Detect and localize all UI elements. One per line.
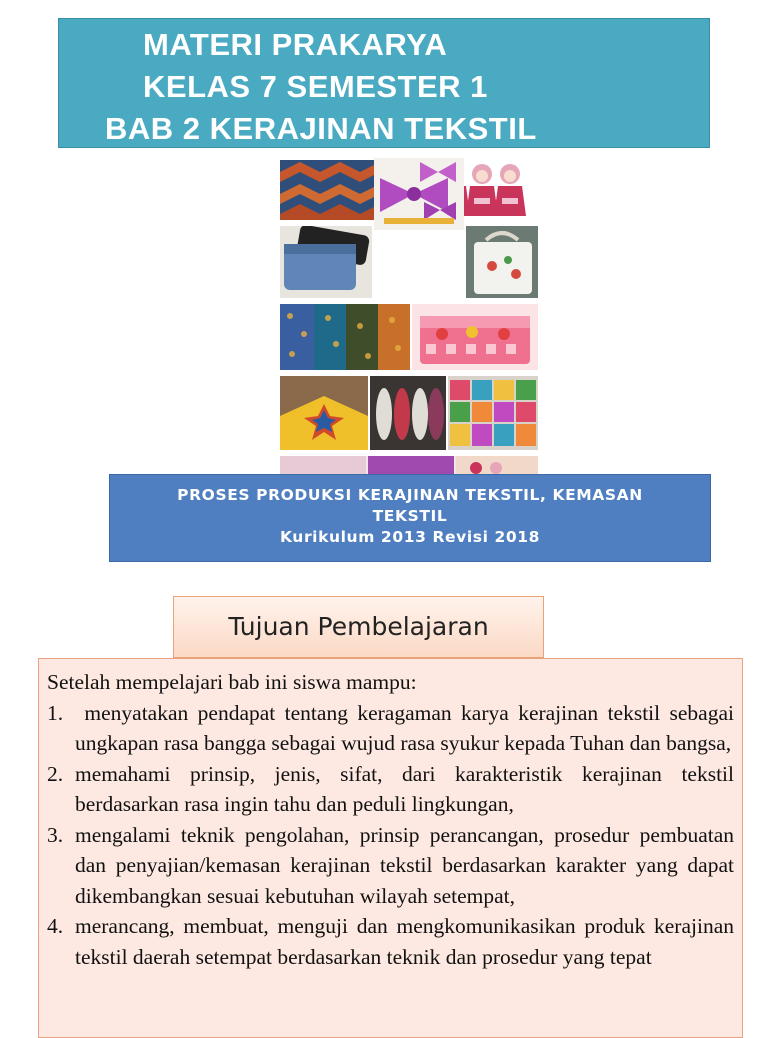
- tissue-box-image: [412, 304, 538, 370]
- objective-item: [47, 911, 734, 972]
- learning-objectives-heading: Tujuan Pembelajaran: [173, 596, 544, 658]
- objective-text: memahami prinsip, jenis, sifat, dari karakteristik kerajinan tekstil berdasarkan rasa ingin tahu dan peduli lingkungan,: [75, 761, 734, 816]
- title-line-3: BAB 2 KERAJINAN TEKSTIL: [105, 111, 537, 146]
- objective-item: [47, 698, 734, 759]
- objective-number: 2.: [47, 761, 64, 786]
- learning-objectives-box: [38, 658, 743, 1038]
- title-line-1: MATERI PRAKARYA: [143, 27, 448, 62]
- intro-text: Setelah mempelajari bab ini siswa mampu:: [47, 670, 417, 694]
- title-banner: [58, 18, 710, 148]
- title-line-2: KELAS 7 SEMESTER 1: [143, 69, 488, 104]
- fabric-bows-image: [374, 158, 464, 230]
- objective-number: 4.: [47, 914, 64, 938]
- objective-number: 3.: [47, 822, 64, 847]
- subtitle-line-2: TEKSTIL: [372, 507, 448, 525]
- objective-item: [47, 759, 734, 820]
- star-tablecloth-image: [280, 376, 368, 450]
- objective-text: menyatakan pendapat tentang keragaman karya kerajinan tekstil sebagai ungkapan rasa bangga sebagai wujud rasa syukur kepada Tuhan dan bangsa,: [75, 700, 734, 755]
- subtitle-line-1: PROSES PRODUKSI KERAJINAN TEKSTIL, KEMASAN: [177, 486, 643, 504]
- subtitle-line-3: Kurikulum 2013 Revisi 2018: [279, 528, 541, 546]
- fabric-slippers-image: [370, 376, 446, 450]
- embroidered-bag-image: [466, 226, 538, 298]
- clutch-bags-image: [280, 226, 372, 298]
- subtitle-banner: [109, 474, 711, 562]
- objective-text: mengalami teknik pengolahan, prinsip perancangan, prosedur pembuatan dan penyajian/kemasan kerajinan tekstil berdasarkan karakter yang dapat dikembangkan sesuai kebutuhan wilayah setempat,: [75, 822, 734, 908]
- printed-fabrics-image: [280, 304, 410, 370]
- objective-item: [47, 820, 734, 912]
- objective-text: merancang, membuat, menguji dan mengkomunikasikan produk kerajinan tekstil daerah setempat berdasarkan teknik dan prosedur yang tepat: [75, 914, 734, 969]
- patchwork-bag-image: [448, 376, 538, 450]
- textile-craft-collage: [280, 158, 538, 474]
- crafts-strip-image: [280, 456, 538, 474]
- objective-number: 1.: [47, 700, 64, 725]
